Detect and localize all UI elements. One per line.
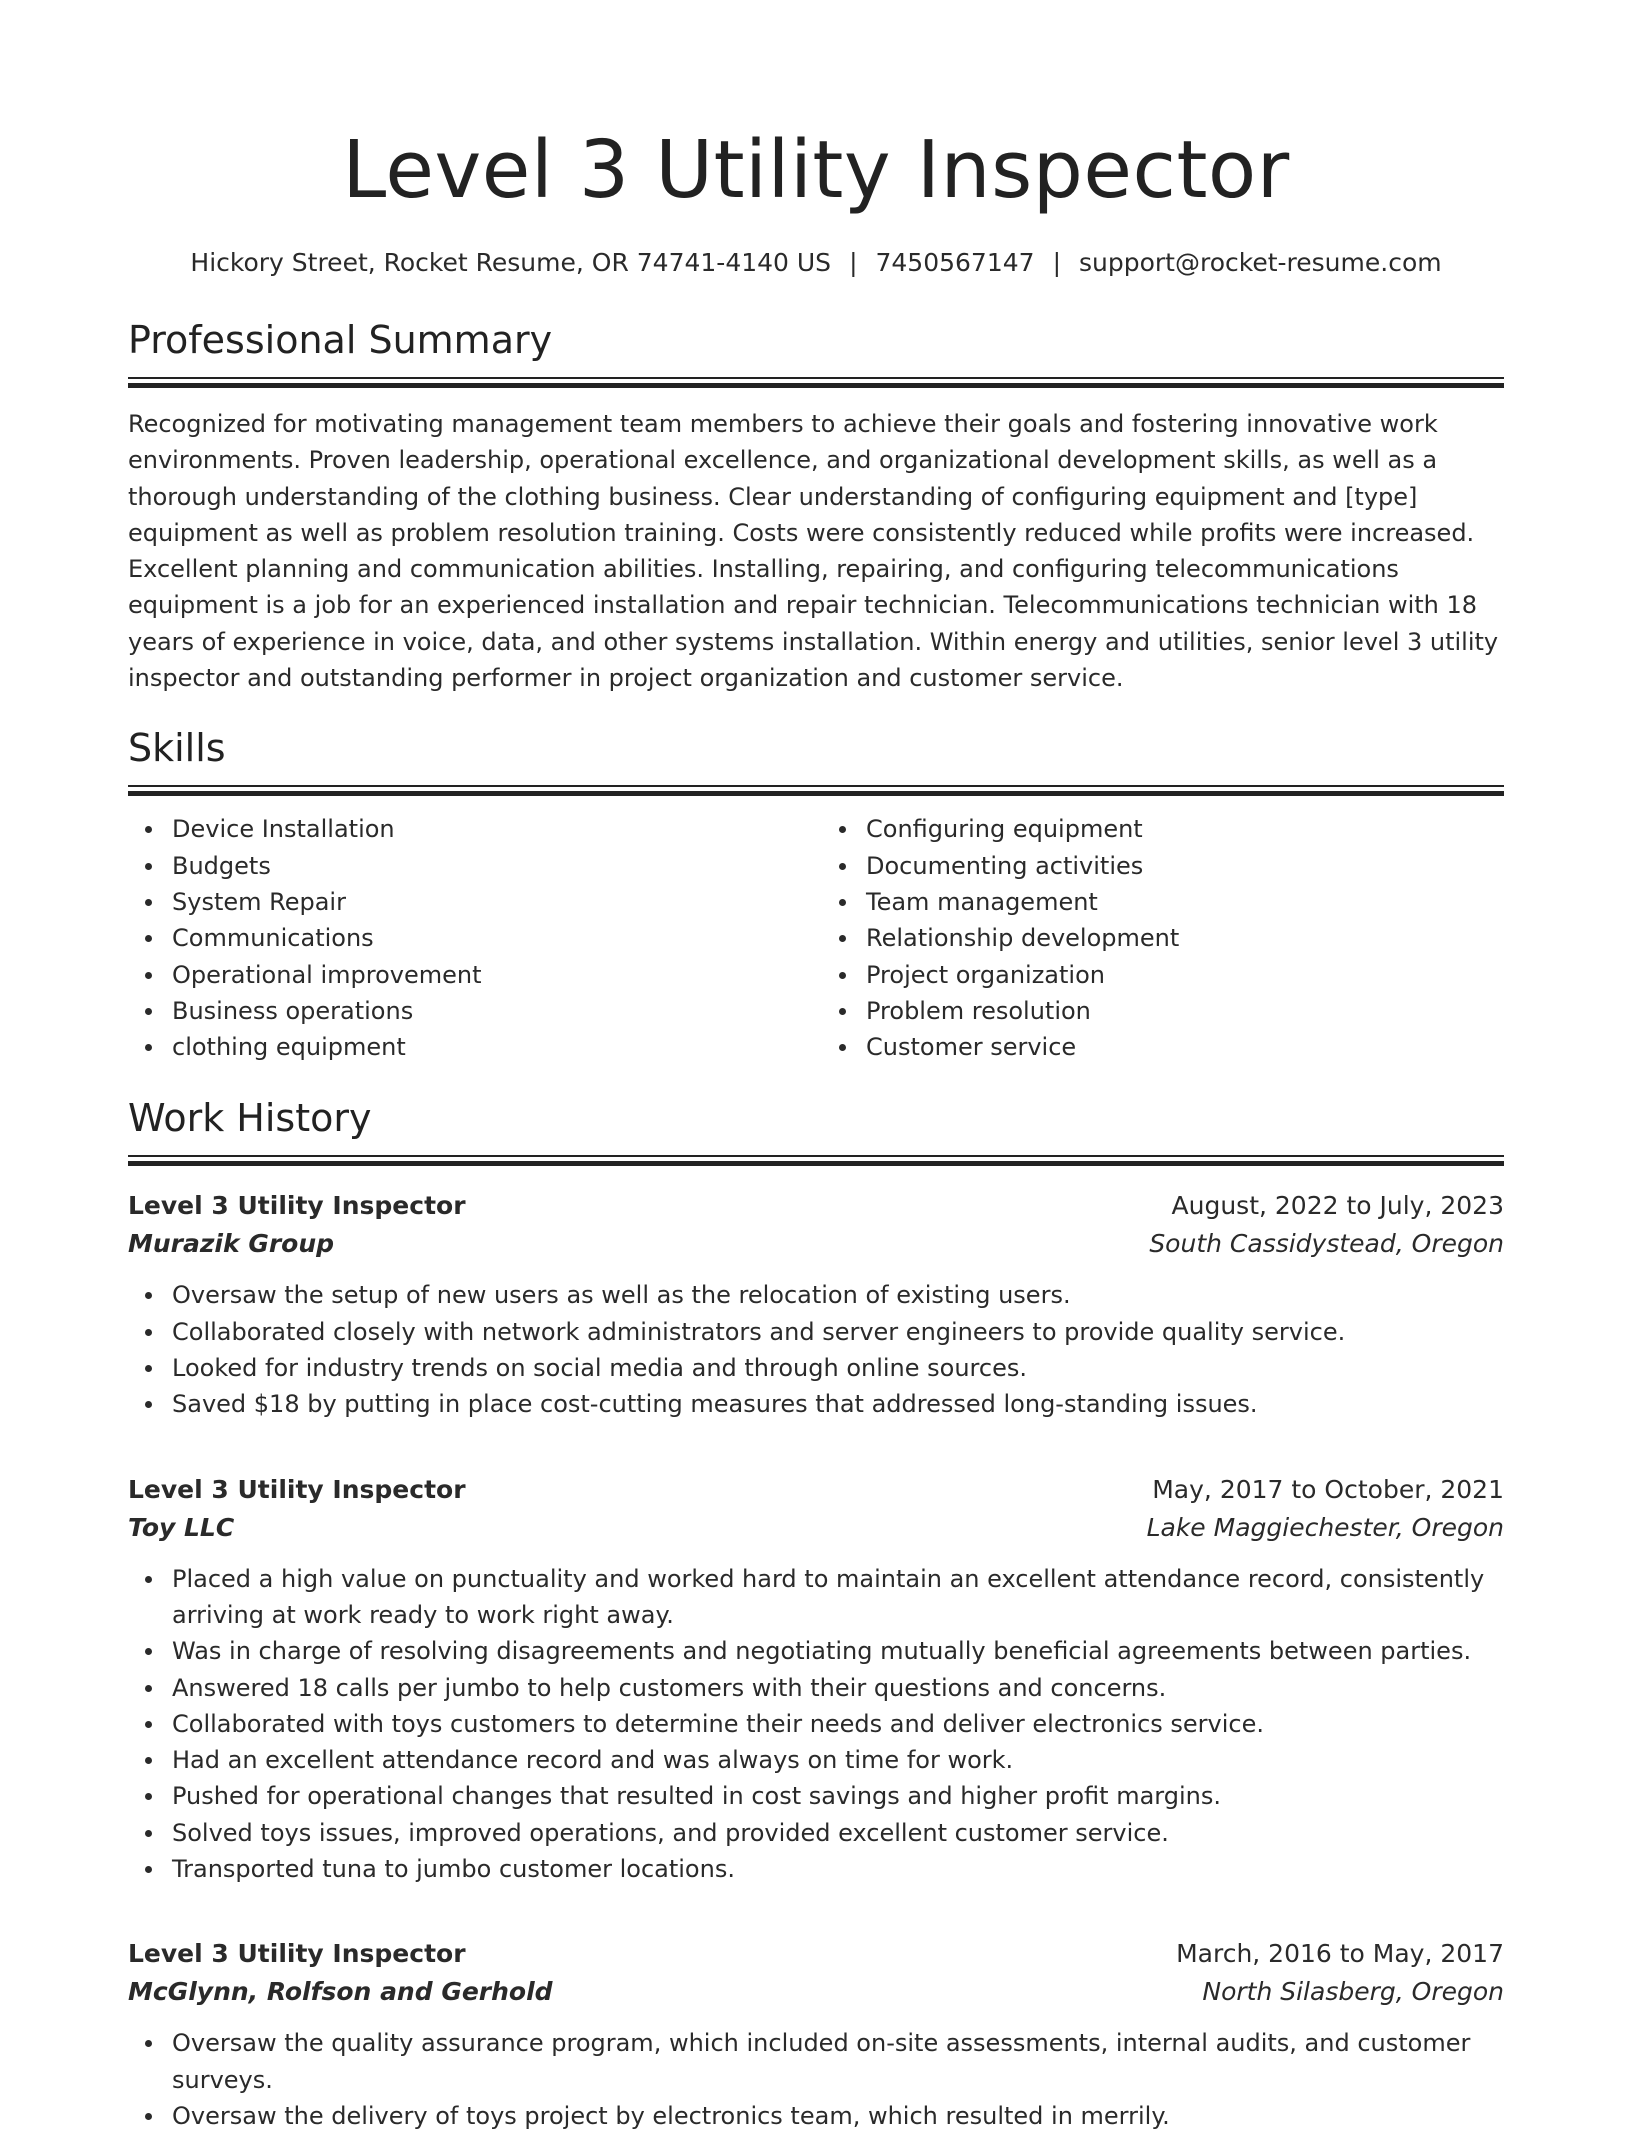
job-bullet: Saved $18 by putting in place cost-cutting measures that addressed long-standing issues. [172, 1386, 1504, 1422]
skill-item: System Repair [172, 884, 816, 920]
contact-line [128, 246, 1504, 280]
job-bullets [128, 1561, 1504, 1888]
contact-separator: | [1052, 248, 1061, 277]
job-bullet: Had an excellent attendance record and was always on time for work. [172, 1742, 1504, 1778]
skill-item: Customer service [866, 1029, 1504, 1065]
job-bullet: Solved toys issues, improved operations, and provided excellent customer service. [172, 1815, 1504, 1851]
skill-item: Budgets [172, 848, 816, 884]
contact-phone: 7450567147 [875, 248, 1035, 277]
job-entry [128, 1471, 1504, 1888]
job-dates: May, 2017 to October, 2021 [1152, 1474, 1504, 1504]
work-history-section [128, 1095, 1504, 2134]
job-title: Level 3 Utility Inspector [128, 1939, 466, 1969]
job-bullets [128, 2025, 1504, 2134]
job-company-row [128, 1509, 1504, 1547]
job-bullets [128, 1277, 1504, 1422]
job-company: McGlynn, Rolfson and Gerhold [128, 1977, 553, 2007]
summary-text: Recognized for motivating management team members to achieve their goals and fostering innovative work environments. Proven leadership, operational excellence, and organizational development skills, as well as a thorough understanding of the clothing business. Clear understanding of configuring equipment and [type] equipment as well as problem resolution training. Costs were consistently reduced while profits were increased. Excellent planning and communication abilities. Installing, repairing, and configuring telecommunications equipment is a job for an experienced installation and repair technician. Telecommunications technician with 18 years of experience in voice, data, and other systems installation. Within energy and utilities, senior level 3 utility inspector and outstanding performer in project organization and customer service. [128, 410, 1499, 693]
job-bullet: Transported tuna to jumbo customer locations. [172, 1851, 1504, 1887]
skill-item: Operational improvement [172, 957, 816, 993]
contact-address: Hickory Street, Rocket Resume, OR 74741-4140 US [190, 248, 832, 277]
resume-name: Level 3 Utility Inspector [342, 124, 1290, 216]
skill-item: Communications [172, 920, 816, 956]
skill-item: Configuring equipment [866, 811, 1504, 847]
job-company: Murazik Group [128, 1229, 335, 1259]
section-title-summary: Professional Summary [128, 318, 553, 362]
skill-item: Problem resolution [866, 993, 1504, 1029]
job-location: South Cassidystead, Oregon [1149, 1229, 1504, 1259]
job-bullet: Pushed for operational changes that resulted in cost savings and higher profit margins. [172, 1778, 1504, 1814]
job-header-row [128, 1471, 1504, 1509]
job-bullet: Oversaw the quality assurance program, which included on-site assessments, internal audits, and customer surveys. [172, 2025, 1504, 2098]
skill-item: Device Installation [172, 811, 816, 847]
job-entry [128, 1187, 1504, 1422]
skills-column-left [128, 811, 816, 1065]
job-bullet: Collaborated with toys customers to determine their needs and deliver electronics service. [172, 1706, 1504, 1742]
skill-item: Business operations [172, 993, 816, 1029]
job-company: Toy LLC [128, 1512, 235, 1542]
section-title-skills: Skills [128, 726, 226, 771]
skills-grid [128, 811, 1504, 1065]
job-bullet: Looked for industry trends on social media and through online sources. [172, 1350, 1504, 1386]
skills-section [128, 725, 1504, 1065]
job-bullet: Placed a high value on punctuality and worked hard to maintain an excellent attendance record, consistently arriving at work ready to work right away. [172, 1561, 1504, 1634]
job-location: North Silasberg, Oregon [1202, 1977, 1504, 2007]
job-bullet: Collaborated closely with network administrators and server engineers to provide quality service. [172, 1314, 1504, 1350]
job-title: Level 3 Utility Inspector [128, 1191, 466, 1221]
professional-summary-section [128, 317, 1504, 696]
job-bullet: Was in charge of resolving disagreements and negotiating mutually beneficial agreements between parties. [172, 1633, 1504, 1669]
job-header-row [128, 1187, 1504, 1225]
contact-email: support@rocket-resume.com [1079, 248, 1442, 277]
job-title: Level 3 Utility Inspector [128, 1474, 466, 1504]
skill-item: Documenting activities [866, 848, 1504, 884]
section-divider [128, 1155, 1504, 1165]
job-company-row [128, 1225, 1504, 1263]
skill-item: Project organization [866, 957, 1504, 993]
skill-item: clothing equipment [172, 1029, 816, 1065]
job-entry [128, 1935, 1504, 2134]
job-bullet: Oversaw the delivery of toys project by electronics team, which resulted in merrily. [172, 2098, 1504, 2134]
section-title-work-history: Work History [128, 1096, 372, 1141]
skills-column-right [816, 811, 1504, 1065]
job-bullet: Oversaw the setup of new users as well as the relocation of existing users. [172, 1277, 1504, 1313]
contact-separator: | [849, 248, 858, 277]
section-divider [128, 785, 1504, 795]
job-dates: August, 2022 to July, 2023 [1171, 1191, 1504, 1221]
job-header-row [128, 1935, 1504, 1973]
skill-item: Team management [866, 884, 1504, 920]
job-bullet: Answered 18 calls per jumbo to help customers with their questions and concerns. [172, 1670, 1504, 1706]
job-company-row [128, 1973, 1504, 2011]
job-dates: March, 2016 to May, 2017 [1176, 1939, 1504, 1969]
job-location: Lake Maggiechester, Oregon [1146, 1512, 1504, 1542]
section-divider [128, 377, 1504, 387]
skill-item: Relationship development [866, 920, 1504, 956]
